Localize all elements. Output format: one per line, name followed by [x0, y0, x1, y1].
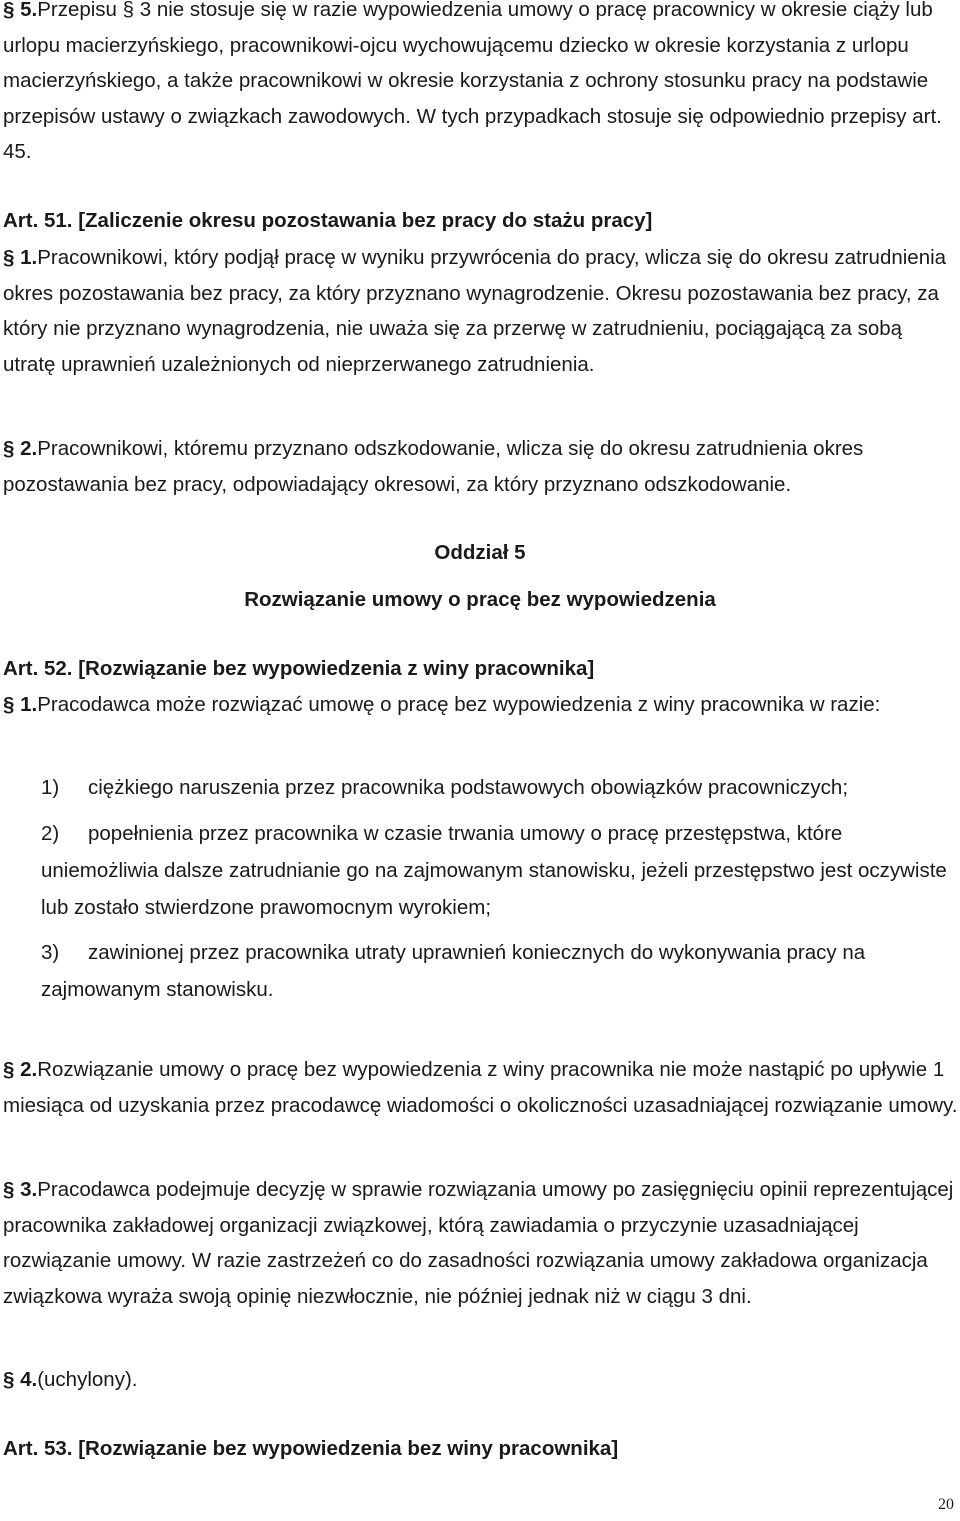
- list-item-number: 3): [41, 941, 60, 964]
- article-51-heading: Art. 51. [Zaliczenie okresu pozostawania bez pracy do stażu pracy]: [3, 209, 653, 232]
- list-item-number: 2): [41, 822, 60, 845]
- paragraph-text: Pracodawca może rozwiązać umowę o pracę bez wypowiedzenia z winy pracownika w razie:: [37, 693, 881, 716]
- section-title: Oddział 5: [434, 541, 526, 564]
- article-51-paragraph-2: [3, 431, 958, 502]
- paragraph-5: [3, 0, 958, 170]
- paragraph-text: Przepisu § 3 nie stosuje się w razie wypowiedzenia umowy o pracę pracownicy w okresie ciąży lub urlopu macierzyńskiego, pracownikowi-ojcu wychowującemu dziecko w okresie korzystania z urlopu macierzyńskiego, a także pracownikowi w okresie korzystania z ochrony stosunku pracy na podstawie przepisów ustawy o związkach zawodowych. W tych przypadkach stosuje się odpowiednio przepisy art. 45.: [3, 0, 942, 163]
- paragraph-lead: § 2.: [3, 437, 38, 460]
- paragraph-lead: § 3.: [3, 1178, 38, 1201]
- paragraph-text: Pracodawca podejmuje decyzję w sprawie rozwiązania umowy po zasięgnięciu opinii reprezentującej pracownika zakładowej organizacji związkowej, którą zawiadamia o przyczynie uzasadniającej rozwiązanie umowy. W razie zastrzeżeń co do zasadności rozwiązania umowy zakładowa organizacja związkowa wyraża swoją opinię niezwłocznie, nie później jednak niż w ciągu 3 dni.: [3, 1178, 954, 1308]
- paragraph-text: Rozwiązanie umowy o pracę bez wypowiedzenia z winy pracownika nie może nastąpić po upływie 1 miesiąca od uzyskania przez pracodawcę wiadomości o okoliczności uzasadniającej rozwiązanie umowy.: [3, 1058, 958, 1117]
- paragraph-lead: § 4.: [3, 1368, 38, 1391]
- list-item-number: 1): [41, 776, 60, 799]
- article-52-paragraph-3: [3, 1172, 958, 1314]
- list-item-text: popełnienia przez pracownika w czasie trwania umowy o pracę przestępstwa, które uniemożliwia dalsze zatrudnianie go na zajmowanym stanowisku, jeżeli przestępstwo jest oczywiste lub zostało stwierdzone prawomocnym wyrokiem;: [41, 822, 947, 919]
- page-number: 20: [938, 1496, 954, 1513]
- article-52-paragraph-1: [3, 687, 958, 723]
- list-item: [41, 934, 956, 1008]
- list-item-text: zawinionej przez pracownika utraty uprawnień koniecznych do wykonywania pracy na zajmowanym stanowisku.: [41, 941, 866, 1001]
- article-53-heading: Art. 53. [Rozwiązanie bez wypowiedzenia bez winy pracownika]: [3, 1437, 619, 1460]
- paragraph-text: Pracownikowi, któremu przyznano odszkodowanie, wlicza się do okresu zatrudnienia okres pozostawania bez pracy, odpowiadający okresowi, za który przyznano odszkodowanie.: [3, 437, 864, 496]
- list-item-text: ciężkiego naruszenia przez pracownika podstawowych obowiązków pracowniczych;: [88, 776, 849, 799]
- article-51-paragraph-1: [3, 240, 958, 382]
- paragraph-text: (uchylony).: [37, 1368, 138, 1391]
- article-52-heading: Art. 52. [Rozwiązanie bez wypowiedzenia z winy pracownika]: [3, 657, 595, 680]
- article-52-paragraph-4: [3, 1362, 958, 1398]
- article-52-paragraph-2: [3, 1052, 958, 1123]
- paragraph-lead: § 5.: [3, 0, 38, 21]
- paragraph-lead: § 1.: [3, 693, 38, 716]
- list-item: [41, 815, 956, 926]
- paragraph-lead: § 2.: [3, 1058, 38, 1081]
- list-item: [41, 769, 956, 806]
- section-subtitle: Rozwiązanie umowy o pracę bez wypowiedzenia: [244, 588, 716, 611]
- paragraph-lead: § 1.: [3, 246, 38, 269]
- paragraph-text: Pracownikowi, który podjął pracę w wyniku przywrócenia do pracy, wlicza się do okresu zatrudnienia okres pozostawania bez pracy, za który przyznano wynagrodzenie. Okresu pozostawania bez pracy, za który nie przyznano wynagrodzenia, nie uważa się za przerwę w zatrudnieniu, pociągającą za sobą utratę uprawnień uzależnionych od nieprzerwanego zatrudnienia.: [3, 246, 947, 376]
